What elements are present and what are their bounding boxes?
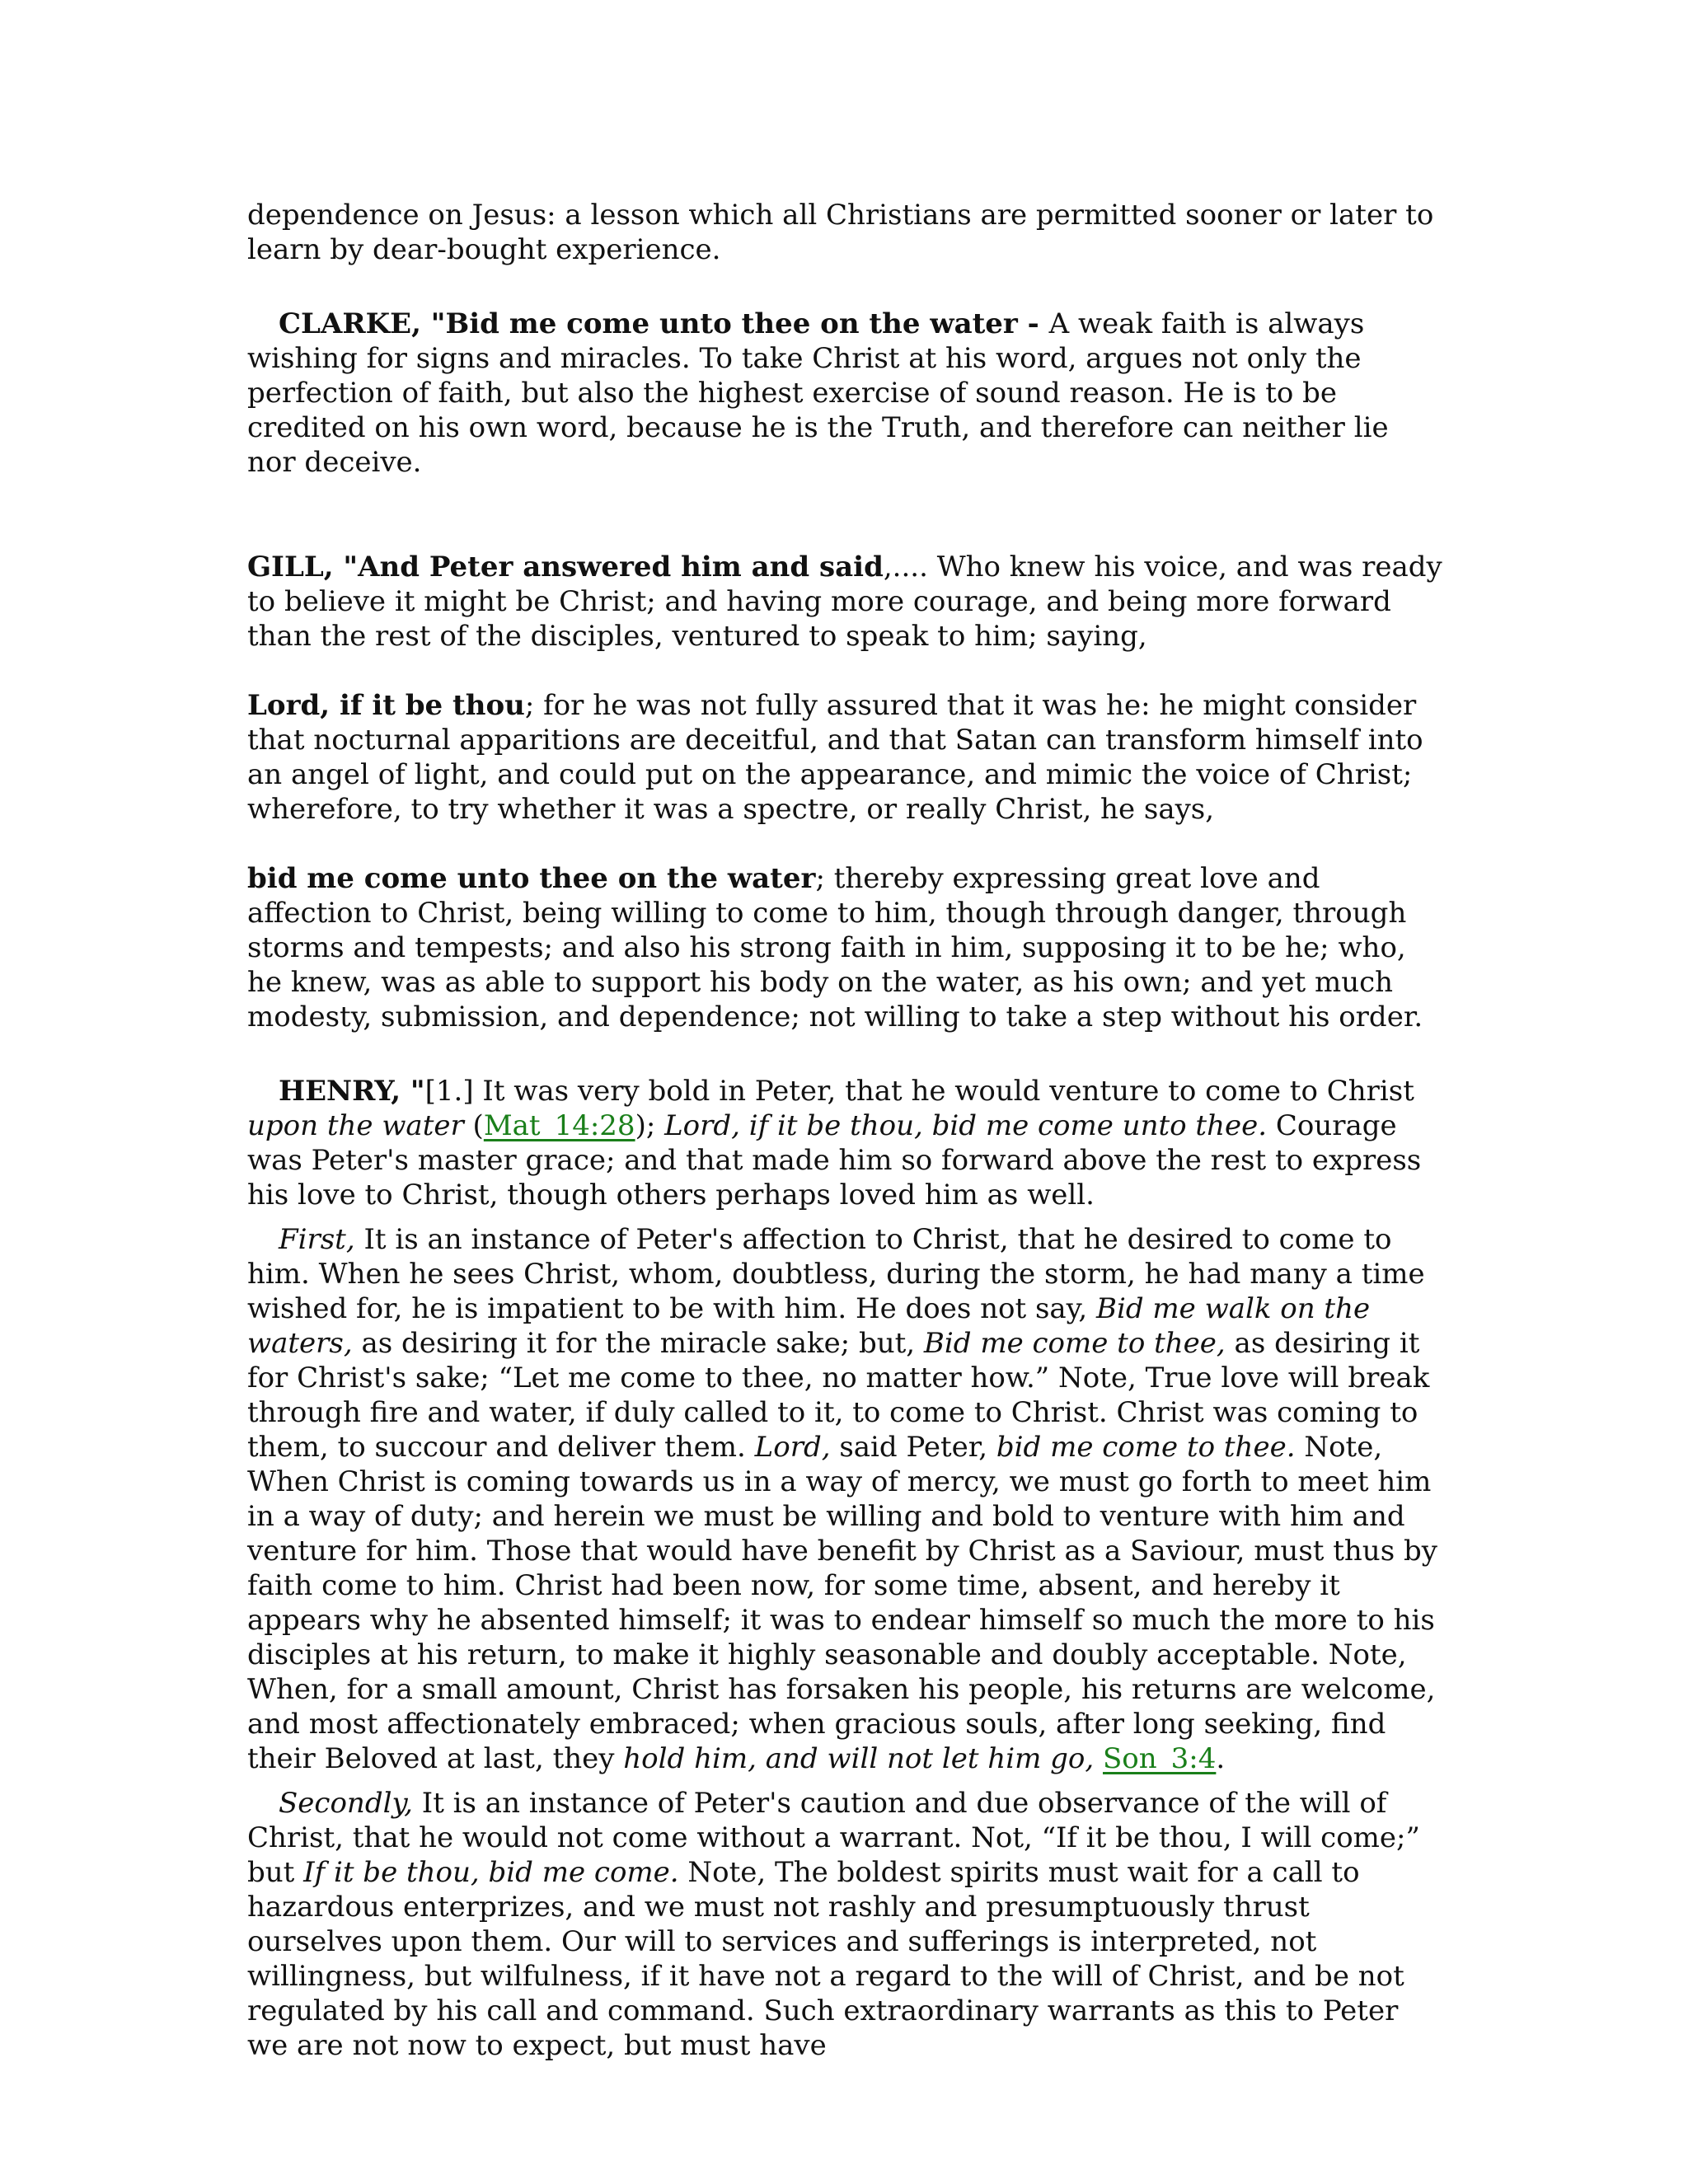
gill-label-1: GILL, "And Peter answered him and said	[247, 551, 884, 583]
gill-text-2: ; for he was not fully assured that it was he: he might consider that nocturnal apparitions are deceitful, and that Satan can transform himself into an angel of light, and could put on the appearance, and mimic the voice of Christ; wherefore, to try whether it was a spectre, or really Christ, he says,	[247, 689, 1423, 826]
henry-p2-text-7: .	[1216, 1742, 1226, 1775]
henry-p2-text-2: as desiring it for the miracle sake; but,	[352, 1327, 924, 1360]
henry-p1-text-2: (	[463, 1109, 484, 1142]
henry-p1-text-3: );	[635, 1109, 665, 1142]
gill-paragraph-1	[247, 550, 1442, 654]
henry-p2-text-6	[1094, 1742, 1103, 1775]
intro-text: dependence on Jesus: a lesson which all Christians are permitted sooner or later to learn by dear-bought experience.	[247, 199, 1434, 266]
henry-p3-italic-2: If it be thou, bid me come.	[303, 1856, 679, 1889]
document-page	[247, 198, 1442, 2063]
gill-paragraph-2	[247, 688, 1442, 827]
clarke-label: CLARKE, "Bid me come unto thee on the water -	[279, 307, 1049, 340]
gill-text-3: ; thereby expressing great love and affection to Christ, being willing to come to him, though through danger, through storms and tempests; and also his strong faith in him, supposing it to be he; who, he knew, was as able to support his body on the water, as his own; and yet much modesty, submission, and dependence; not willing to take a step without his order.	[247, 862, 1423, 1033]
clarke-text: A weak faith is always wishing for signs and miracles. To take Christ at his word, argues not only the perfection of faith, but also the highest exercise of sound reason. He is to be credited on his own word, because he is the Truth, and therefore can neither lie nor deceive.	[247, 307, 1389, 479]
henry-p2-italic-1: First,	[279, 1223, 355, 1256]
clarke-paragraph	[247, 307, 1442, 480]
gill-label-3: bid me come unto thee on the water	[247, 862, 816, 895]
henry-p2-text-3: as desiring it for Christ's sake; “Let me come to thee, no matter how.” Note, True love will break through fire and water, if duly called to it, to come to Christ. Christ was coming to them, to succour and deliver them.	[247, 1327, 1430, 1464]
intro-paragraph	[247, 198, 1442, 267]
henry-p3-text-1: It is an instance of Peter's caution and due observance of the will of Christ, that he would not come without a warrant. Not, “If it be thou, I will come;” but	[247, 1787, 1420, 1889]
henry-p3-italic-1: Secondly,	[279, 1787, 413, 1820]
henry-paragraph-3	[247, 1786, 1442, 2063]
henry-p2-text-5: Note, When Christ is coming towards us in a way of mercy, we must go forth to meet him in a way of duty; and herein we must be willing and bold to venture with him and venture for him. Those that would have benefit by Christ as a Saviour, must thus by faith come to him. Christ had been now, for some time, absent, and hereby it appears why he absented himself; it was to endear himself so much the more to his disciples at his return, to make it highly seasonable and doubly acceptable. Note, When, for a small amount, Christ has forsaken his people, his returns are welcome, and most affectionately embraced; when gracious souls, after long seeking, find their Beloved at last, they	[247, 1431, 1437, 1775]
henry-p1-text-4: Courage was Peter's master grace; and that made him so forward above the rest to express his love to Christ, though others perhaps loved him as well.	[247, 1109, 1422, 1212]
henry-p2-italic-3: Bid me come to thee,	[923, 1327, 1226, 1360]
henry-paragraph-1	[247, 1074, 1442, 1212]
gill-paragraph-3	[247, 861, 1442, 1034]
henry-p1-italic-1: upon the water	[247, 1109, 464, 1142]
gill-label-2: Lord, if it be thou	[247, 689, 525, 722]
henry-p2-italic-6: hold him, and will not let him go,	[623, 1742, 1095, 1775]
henry-p2-italic-2: Bid me walk on the waters,	[247, 1292, 1371, 1360]
henry-p2-italic-5: bid me come to thee.	[996, 1431, 1296, 1464]
scripture-link-son-3-4[interactable]: Son_3:4	[1102, 1742, 1217, 1775]
henry-p2-italic-4: Lord,	[754, 1431, 831, 1464]
scripture-link-mat-14-28[interactable]: Mat_14:28	[483, 1109, 635, 1142]
henry-p1-italic-2: Lord, if it be thou, bid me come unto thee.	[664, 1109, 1268, 1142]
henry-paragraph-2	[247, 1222, 1442, 1776]
henry-p2-text-1: It is an instance of Peter's affection to Christ, that he desired to come to him. When he sees Christ, whom, doubtless, during the storm, he had many a time wished for, he is impatient to be with him. He does not say,	[247, 1223, 1425, 1325]
henry-label: HENRY, "	[279, 1075, 425, 1108]
henry-p2-text-4: said Peter,	[830, 1431, 996, 1464]
henry-p3-text-2: Note, The boldest spirits must wait for a call to hazardous enterprizes, and we must not rashly and presumptuously thrust ourselves upon them. Our will to services and sufferings is interpreted, not willingness, but wilfulness, if it have not a regard to the will of Christ, and be not regulated by his call and command. Such extraordinary warrants as this to Peter we are not now to expect, but must have	[247, 1856, 1404, 2062]
gill-text-1: ,.... Who knew his voice, and was ready to believe it might be Christ; and having more courage, and being more forward than the rest of the disciples, ventured to speak to him; saying,	[247, 551, 1442, 653]
henry-p1-text-1: [1.] It was very bold in Peter, that he would venture to come to Christ	[424, 1075, 1414, 1108]
